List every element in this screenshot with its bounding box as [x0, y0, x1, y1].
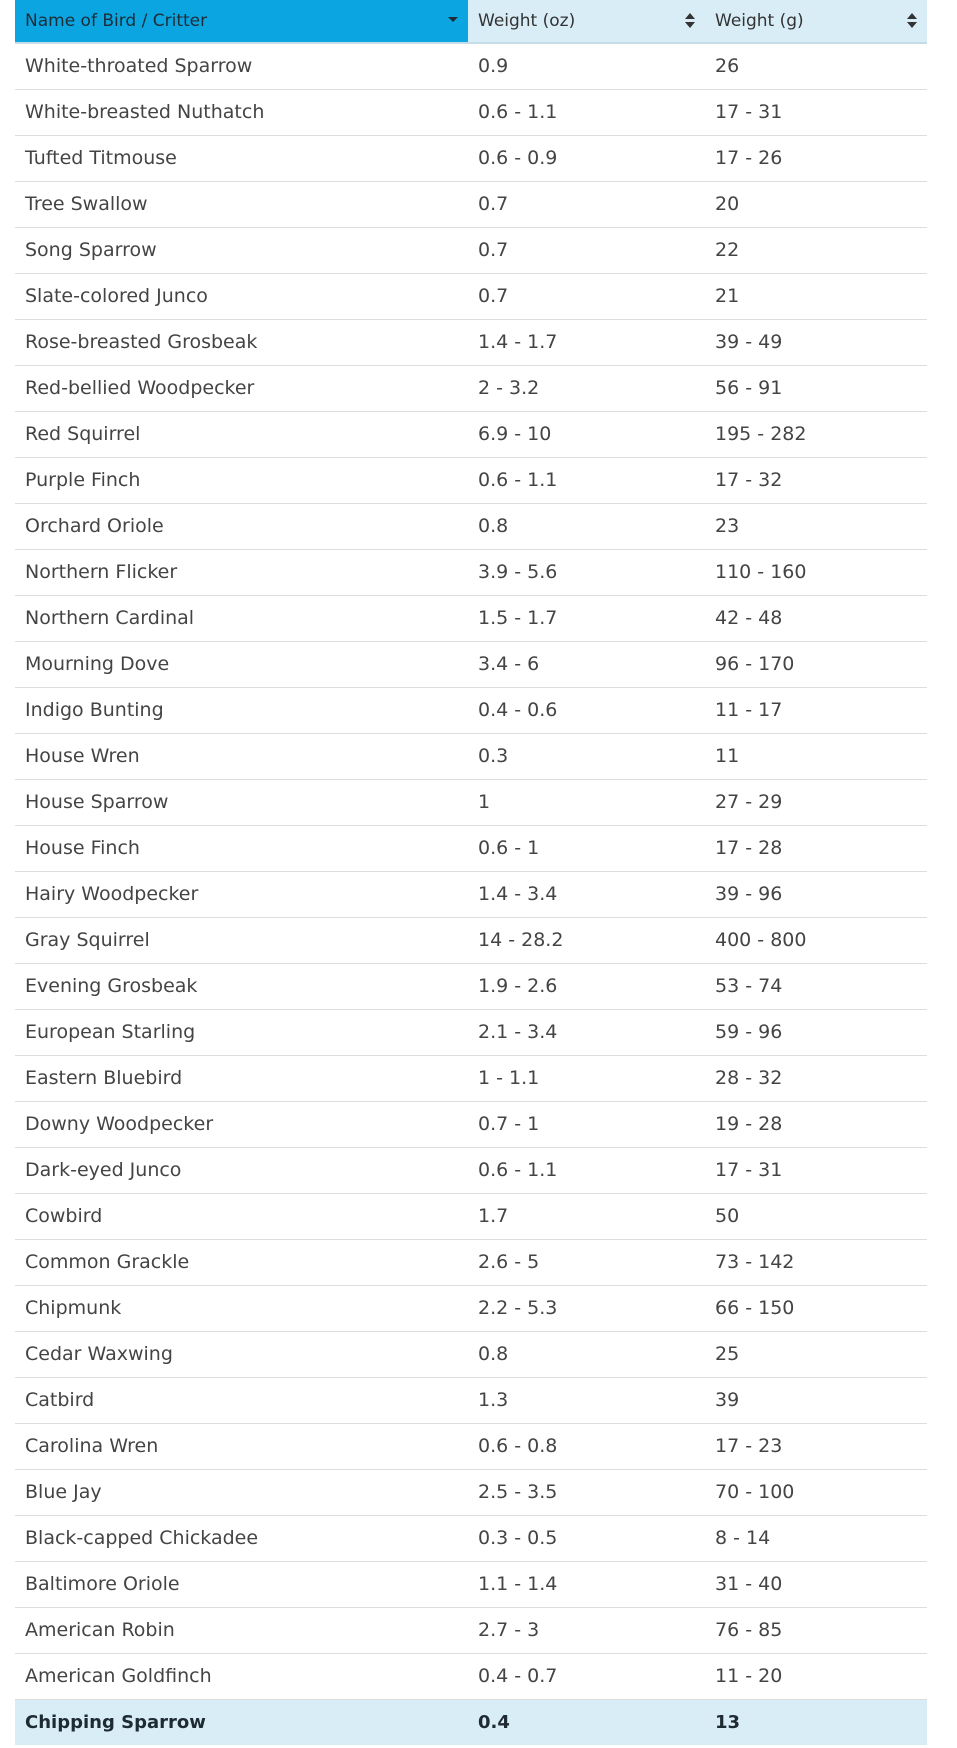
cell-name: Cedar Waxwing: [15, 1331, 468, 1377]
cell-name: Orchard Oriole: [15, 503, 468, 549]
cell-weight-g: 42 - 48: [705, 595, 927, 641]
table-row: [15, 1331, 927, 1377]
cell-weight-g: 19 - 28: [705, 1101, 927, 1147]
cell-name: Red Squirrel: [15, 411, 468, 457]
table-row: [15, 365, 927, 411]
cell-weight-g: 39 - 49: [705, 319, 927, 365]
cell-weight-g: 13: [705, 1699, 927, 1745]
bird-weight-table-container: [15, 0, 927, 1745]
table-row: [15, 641, 927, 687]
cell-weight-oz: 0.3: [468, 733, 705, 779]
cell-weight-g: 96 - 170: [705, 641, 927, 687]
cell-name: Indigo Bunting: [15, 687, 468, 733]
cell-weight-oz: 0.9: [468, 43, 705, 89]
cell-weight-g: 400 - 800: [705, 917, 927, 963]
table-row: [15, 43, 927, 89]
cell-weight-g: 17 - 26: [705, 135, 927, 181]
cell-name: House Finch: [15, 825, 468, 871]
cell-name: Chipmunk: [15, 1285, 468, 1331]
table-body: [15, 43, 927, 1745]
cell-weight-oz: 0.3 - 0.5: [468, 1515, 705, 1561]
cell-weight-g: 28 - 32: [705, 1055, 927, 1101]
cell-name: Purple Finch: [15, 457, 468, 503]
column-header-label: Name of Bird / Critter: [25, 11, 208, 31]
table-row: [15, 1653, 927, 1699]
table-row: [15, 963, 927, 1009]
table-row: [15, 1515, 927, 1561]
cell-weight-g: 59 - 96: [705, 1009, 927, 1055]
cell-name: Downy Woodpecker: [15, 1101, 468, 1147]
cell-weight-g: 56 - 91: [705, 365, 927, 411]
cell-weight-g: 39: [705, 1377, 927, 1423]
cell-weight-oz: 1: [468, 779, 705, 825]
table-row: [15, 1561, 927, 1607]
cell-weight-g: 70 - 100: [705, 1469, 927, 1515]
cell-name: Northern Flicker: [15, 549, 468, 595]
cell-weight-oz: 0.6 - 1: [468, 825, 705, 871]
table-row: [15, 1055, 927, 1101]
column-header-label: Weight (oz): [478, 11, 576, 31]
cell-weight-g: 27 - 29: [705, 779, 927, 825]
cell-weight-g: 25: [705, 1331, 927, 1377]
cell-weight-g: 22: [705, 227, 927, 273]
cell-weight-g: 110 - 160: [705, 549, 927, 595]
cell-weight-oz: 2.1 - 3.4: [468, 1009, 705, 1055]
cell-weight-g: 11: [705, 733, 927, 779]
cell-weight-oz: 1.1 - 1.4: [468, 1561, 705, 1607]
cell-weight-oz: 0.6 - 0.9: [468, 135, 705, 181]
cell-name: Cowbird: [15, 1193, 468, 1239]
table-row: [15, 1423, 927, 1469]
cell-name: Red-bellied Woodpecker: [15, 365, 468, 411]
column-header-label: Weight (g): [715, 11, 804, 31]
cell-weight-oz: 0.7: [468, 227, 705, 273]
table-row: [15, 319, 927, 365]
cell-weight-oz: 1.4 - 1.7: [468, 319, 705, 365]
cell-weight-oz: 0.8: [468, 503, 705, 549]
cell-name: European Starling: [15, 1009, 468, 1055]
table-row: [15, 733, 927, 779]
cell-name: American Robin: [15, 1607, 468, 1653]
cell-name: Northern Cardinal: [15, 595, 468, 641]
cell-name: Hairy Woodpecker: [15, 871, 468, 917]
sort-both-icon: [685, 12, 695, 30]
cell-name: American Goldfinch: [15, 1653, 468, 1699]
cell-weight-oz: 0.6 - 1.1: [468, 1147, 705, 1193]
cell-weight-oz: 0.7: [468, 273, 705, 319]
cell-name: Evening Grosbeak: [15, 963, 468, 1009]
cell-weight-g: 31 - 40: [705, 1561, 927, 1607]
cell-weight-oz: 1 - 1.1: [468, 1055, 705, 1101]
table-row: [15, 1607, 927, 1653]
cell-weight-oz: 3.9 - 5.6: [468, 549, 705, 595]
table-row: [15, 1101, 927, 1147]
table-row: [15, 457, 927, 503]
cell-weight-g: 17 - 28: [705, 825, 927, 871]
table-row: [15, 687, 927, 733]
table-row: [15, 1285, 927, 1331]
cell-weight-g: 73 - 142: [705, 1239, 927, 1285]
table-row: [15, 825, 927, 871]
table-row: [15, 1193, 927, 1239]
cell-weight-oz: 1.4 - 3.4: [468, 871, 705, 917]
cell-weight-oz: 2.5 - 3.5: [468, 1469, 705, 1515]
table-header-row: [15, 0, 927, 43]
cell-weight-g: 66 - 150: [705, 1285, 927, 1331]
table-row: [15, 1239, 927, 1285]
cell-name: Common Grackle: [15, 1239, 468, 1285]
cell-weight-oz: 6.9 - 10: [468, 411, 705, 457]
cell-name: Chipping Sparrow: [15, 1699, 468, 1745]
table-row: [15, 1469, 927, 1515]
cell-weight-g: 17 - 31: [705, 1147, 927, 1193]
cell-name: Baltimore Oriole: [15, 1561, 468, 1607]
table-row: [15, 135, 927, 181]
cell-weight-oz: 2.6 - 5: [468, 1239, 705, 1285]
cell-name: Mourning Dove: [15, 641, 468, 687]
cell-weight-oz: 3.4 - 6: [468, 641, 705, 687]
cell-weight-oz: 2.7 - 3: [468, 1607, 705, 1653]
cell-weight-oz: 2.2 - 5.3: [468, 1285, 705, 1331]
cell-weight-g: 11 - 17: [705, 687, 927, 733]
cell-name: Song Sparrow: [15, 227, 468, 273]
cell-name: House Sparrow: [15, 779, 468, 825]
cell-weight-oz: 2 - 3.2: [468, 365, 705, 411]
table-row: [15, 411, 927, 457]
cell-weight-g: 21: [705, 273, 927, 319]
cell-weight-g: 20: [705, 181, 927, 227]
cell-weight-oz: 0.7 - 1: [468, 1101, 705, 1147]
column-header-weight-g[interactable]: [705, 0, 927, 43]
cell-weight-g: 11 - 20: [705, 1653, 927, 1699]
cell-weight-g: 23: [705, 503, 927, 549]
table-row: [15, 1147, 927, 1193]
cell-name: Dark-eyed Junco: [15, 1147, 468, 1193]
cell-weight-g: 50: [705, 1193, 927, 1239]
cell-weight-g: 53 - 74: [705, 963, 927, 1009]
table-row: [15, 89, 927, 135]
column-header-weight-oz[interactable]: [468, 0, 705, 43]
cell-weight-g: 17 - 31: [705, 89, 927, 135]
column-header-name[interactable]: [15, 0, 468, 43]
table-row: [15, 871, 927, 917]
cell-name: Black-capped Chickadee: [15, 1515, 468, 1561]
cell-name: Tree Swallow: [15, 181, 468, 227]
cell-weight-oz: 0.4 - 0.6: [468, 687, 705, 733]
cell-name: Carolina Wren: [15, 1423, 468, 1469]
cell-weight-oz: 14 - 28.2: [468, 917, 705, 963]
cell-name: Gray Squirrel: [15, 917, 468, 963]
cell-weight-oz: 0.8: [468, 1331, 705, 1377]
cell-name: Tufted Titmouse: [15, 135, 468, 181]
cell-weight-oz: 0.4 - 0.7: [468, 1653, 705, 1699]
sort-desc-icon: [448, 12, 458, 30]
table-row: [15, 595, 927, 641]
cell-name: White-throated Sparrow: [15, 43, 468, 89]
table-row: [15, 503, 927, 549]
table-row: [15, 1377, 927, 1423]
table-row: [15, 549, 927, 595]
table-row: [15, 917, 927, 963]
cell-weight-oz: 0.6 - 1.1: [468, 89, 705, 135]
highlighted-table-row: [15, 1699, 927, 1745]
cell-weight-g: 76 - 85: [705, 1607, 927, 1653]
cell-weight-g: 8 - 14: [705, 1515, 927, 1561]
cell-weight-g: 39 - 96: [705, 871, 927, 917]
cell-name: Rose-breasted Grosbeak: [15, 319, 468, 365]
cell-name: Catbird: [15, 1377, 468, 1423]
table-row: [15, 1009, 927, 1055]
table-row: [15, 779, 927, 825]
table-row: [15, 227, 927, 273]
cell-weight-g: 195 - 282: [705, 411, 927, 457]
cell-weight-oz: 1.7: [468, 1193, 705, 1239]
cell-weight-oz: 1.9 - 2.6: [468, 963, 705, 1009]
table-row: [15, 181, 927, 227]
cell-name: White-breasted Nuthatch: [15, 89, 468, 135]
cell-weight-g: 26: [705, 43, 927, 89]
cell-weight-oz: 1.5 - 1.7: [468, 595, 705, 641]
cell-name: Eastern Bluebird: [15, 1055, 468, 1101]
cell-weight-oz: 1.3: [468, 1377, 705, 1423]
sort-both-icon: [907, 12, 917, 30]
cell-weight-oz: 0.6 - 0.8: [468, 1423, 705, 1469]
cell-weight-oz: 0.7: [468, 181, 705, 227]
cell-weight-g: 17 - 32: [705, 457, 927, 503]
cell-name: House Wren: [15, 733, 468, 779]
cell-weight-oz: 0.4: [468, 1699, 705, 1745]
bird-weight-table: [15, 0, 927, 1745]
cell-weight-oz: 0.6 - 1.1: [468, 457, 705, 503]
cell-weight-g: 17 - 23: [705, 1423, 927, 1469]
table-row: [15, 273, 927, 319]
cell-name: Blue Jay: [15, 1469, 468, 1515]
cell-name: Slate-colored Junco: [15, 273, 468, 319]
